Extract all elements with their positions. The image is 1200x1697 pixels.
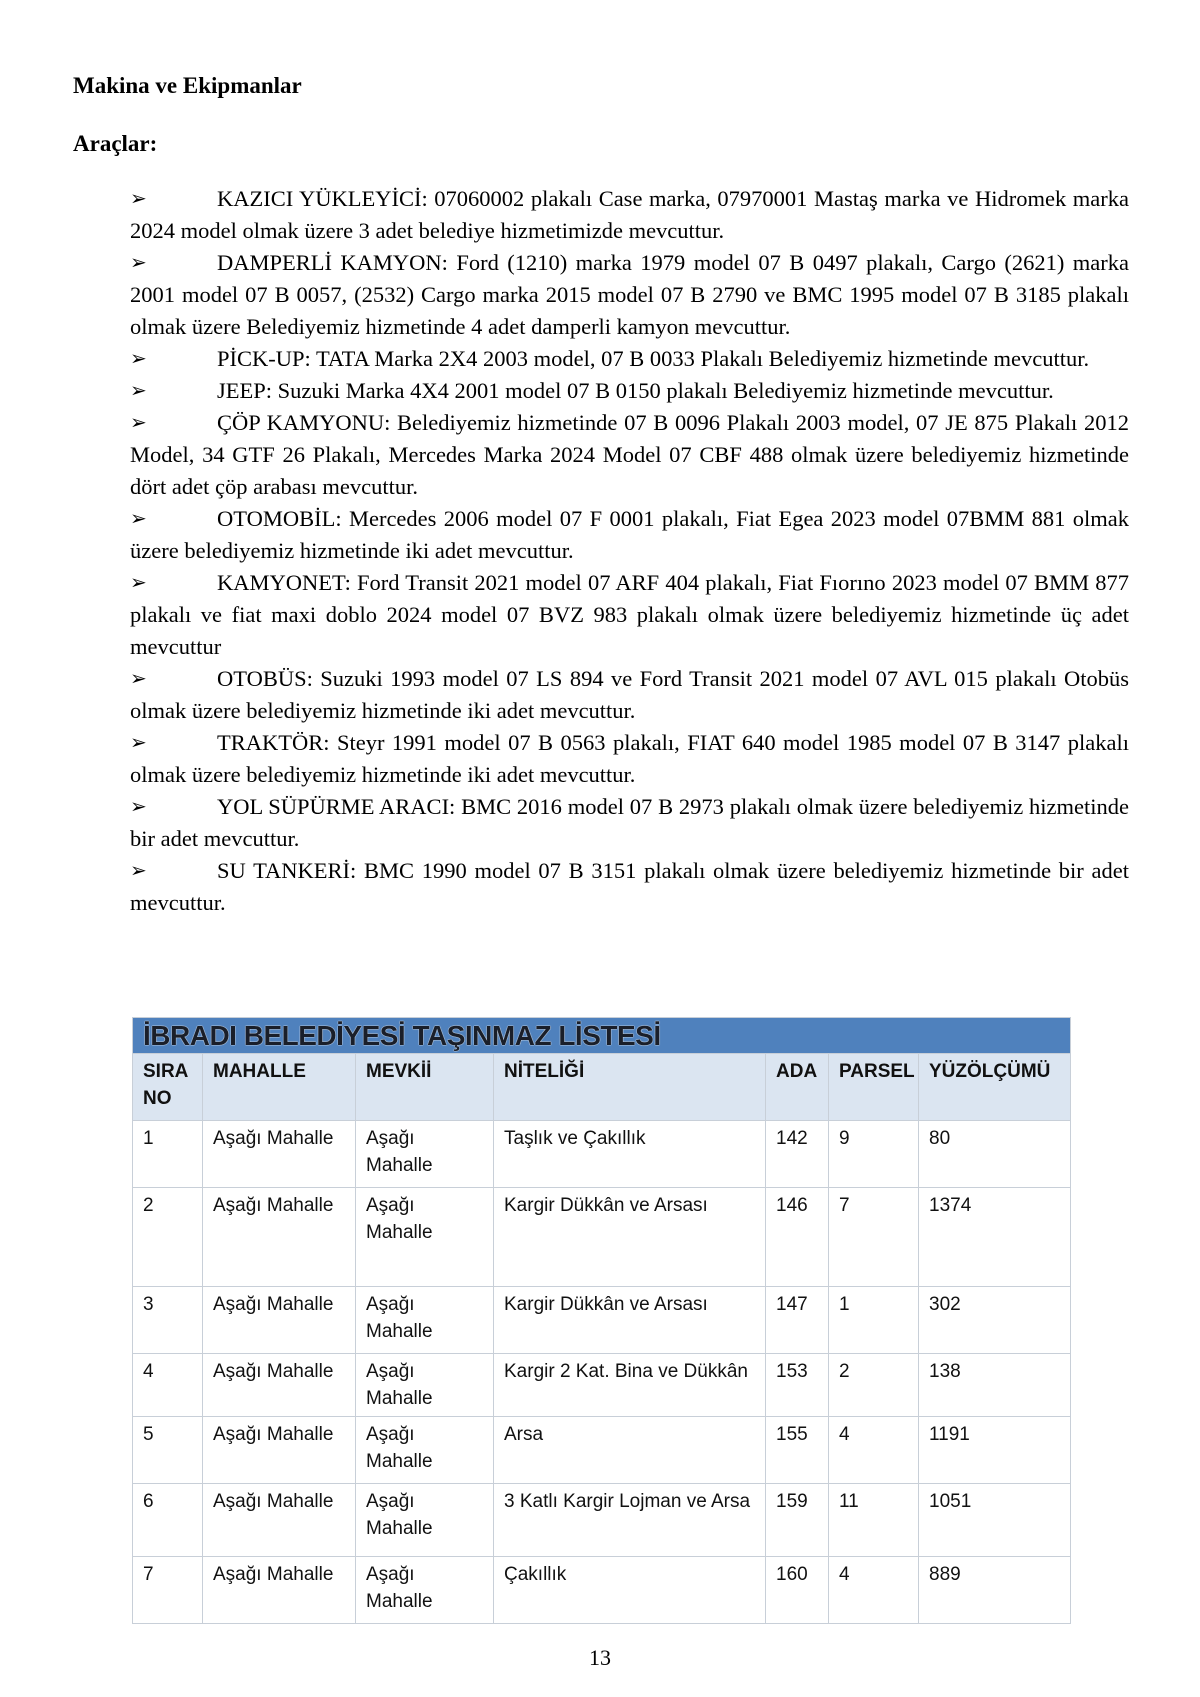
arrowhead-bullet-icon: ➢ bbox=[130, 380, 147, 402]
cell-parsel: 11 bbox=[829, 1484, 919, 1557]
cell-niteligi: Kargir Dükkân ve Arsası bbox=[494, 1287, 766, 1354]
column-header-niteligi: NİTELİĞİ bbox=[494, 1054, 766, 1121]
cell-mevkii: Aşağı Mahalle bbox=[356, 1557, 494, 1624]
cell-sira-no: 2 bbox=[133, 1188, 203, 1287]
cell-niteligi: Taşlık ve Çakıllık bbox=[494, 1121, 766, 1188]
cell-ada: 146 bbox=[766, 1188, 829, 1287]
cell-yuzolcumu: 302 bbox=[919, 1287, 1071, 1354]
table-row bbox=[133, 1484, 1071, 1557]
cell-mevkii: Aşağı Mahalle bbox=[356, 1484, 494, 1557]
cell-niteligi: Çakıllık bbox=[494, 1557, 766, 1624]
arrowhead-bullet-icon: ➢ bbox=[130, 572, 147, 594]
arrowhead-bullet-icon: ➢ bbox=[130, 188, 147, 210]
cell-niteligi: 3 Katlı Kargir Lojman ve Arsa bbox=[494, 1484, 766, 1557]
cell-niteligi: Kargir Dükkân ve Arsası bbox=[494, 1188, 766, 1287]
arrowhead-bullet-icon: ➢ bbox=[130, 860, 147, 882]
cell-mevkii: Aşağı Mahalle bbox=[356, 1188, 494, 1287]
vehicle-item-text: YOL SÜPÜRME ARACI: BMC 2016 model 07 B 2973 plakalı olmak üzere belediyemiz hizmetinde bir adet mevcuttur. bbox=[130, 794, 1129, 851]
cell-sira-no: 4 bbox=[133, 1354, 203, 1417]
cell-yuzolcumu: 1191 bbox=[919, 1417, 1071, 1484]
cell-yuzolcumu: 1374 bbox=[919, 1188, 1071, 1287]
vehicle-item-text: TRAKTÖR: Steyr 1991 model 07 B 0563 plakalı, FIAT 640 model 1985 model 07 B 3147 plakalı olmak üzere belediyemiz hizmetinde iki adet mevcuttur. bbox=[130, 730, 1129, 787]
vehicle-item-text: JEEP: Suzuki Marka 4X4 2001 model 07 B 0150 plakalı Belediyemiz hizmetinde mevcuttur. bbox=[217, 378, 1054, 403]
column-header-sira-no: SIRA NO bbox=[133, 1054, 203, 1121]
cell-parsel: 7 bbox=[829, 1188, 919, 1287]
vehicle-item bbox=[130, 503, 1129, 567]
column-header-parsel: PARSEL bbox=[829, 1054, 919, 1121]
arrowhead-bullet-icon: ➢ bbox=[130, 252, 147, 274]
table-row bbox=[133, 1354, 1071, 1417]
vehicle-item bbox=[130, 855, 1129, 919]
column-header-mevkii: MEVKİİ bbox=[356, 1054, 494, 1121]
cell-parsel: 2 bbox=[829, 1354, 919, 1417]
cell-ada: 153 bbox=[766, 1354, 829, 1417]
column-header-yuzolcumu: YÜZÖLÇÜMÜ bbox=[919, 1054, 1071, 1121]
vehicle-item bbox=[130, 407, 1129, 503]
table-title-row bbox=[133, 1018, 1071, 1054]
vehicle-item-text: ÇÖP KAMYONU: Belediyemiz hizmetinde 07 B 0096 Plakalı 2003 model, 07 JE 875 Plakalı 2012 Model, 34 GTF 26 Plakalı, Mercedes Marka 2024 Model 07 CBF 488 olmak üzere belediyemiz hizmetinde dört adet çöp arabası mevcuttur. bbox=[130, 410, 1129, 499]
table-row bbox=[133, 1287, 1071, 1354]
cell-ada: 160 bbox=[766, 1557, 829, 1624]
cell-mahalle: Aşağı Mahalle bbox=[203, 1484, 356, 1557]
column-header-mahalle: MAHALLE bbox=[203, 1054, 356, 1121]
vehicle-item-text: KAMYONET: Ford Transit 2021 model 07 ARF 404 plakalı, Fiat Fıorıno 2023 model 07 BMM 877 plakalı ve fiat maxi doblo 2024 model 07 BVZ 983 plakalı olmak üzere belediyemiz hizmetinde üç adet mevcuttur bbox=[130, 570, 1129, 659]
cell-mevkii: Aşağı Mahalle bbox=[356, 1354, 494, 1417]
vehicle-item bbox=[130, 247, 1129, 343]
cell-ada: 142 bbox=[766, 1121, 829, 1188]
vehicle-item-text: SU TANKERİ: BMC 1990 model 07 B 3151 plakalı olmak üzere belediyemiz hizmetinde bir adet mevcuttur. bbox=[130, 858, 1129, 915]
table-title: İBRADI BELEDİYESİ TAŞINMAZ LİSTESİ bbox=[133, 1018, 1071, 1054]
table-header-row bbox=[133, 1054, 1071, 1121]
cell-ada: 155 bbox=[766, 1417, 829, 1484]
page-number: 13 bbox=[589, 1645, 611, 1670]
cell-yuzolcumu: 80 bbox=[919, 1121, 1071, 1188]
vehicle-list bbox=[130, 183, 1129, 919]
table-row bbox=[133, 1557, 1071, 1624]
cell-yuzolcumu: 1051 bbox=[919, 1484, 1071, 1557]
cell-mahalle: Aşağı Mahalle bbox=[203, 1287, 356, 1354]
real-estate-table bbox=[132, 1017, 1071, 1624]
vehicle-item-text: DAMPERLİ KAMYON: Ford (1210) marka 1979 model 07 B 0497 plakalı, Cargo (2621) marka 2001 model 07 B 0057, (2532) Cargo marka 2015 model 07 B 2790 ve BMC 1995 model 07 B 3185 plakalı olmak üzere Belediyemiz hizmetinde 4 adet damperli kamyon mevcuttur. bbox=[130, 250, 1129, 339]
vehicle-item bbox=[130, 727, 1129, 791]
cell-mahalle: Aşağı Mahalle bbox=[203, 1354, 356, 1417]
arrowhead-bullet-icon: ➢ bbox=[130, 508, 147, 530]
real-estate-table-wrapper bbox=[132, 1017, 1070, 1624]
arrowhead-bullet-icon: ➢ bbox=[130, 732, 147, 754]
column-header-ada: ADA bbox=[766, 1054, 829, 1121]
cell-mahalle: Aşağı Mahalle bbox=[203, 1557, 356, 1624]
cell-mahalle: Aşağı Mahalle bbox=[203, 1121, 356, 1188]
vehicle-item bbox=[130, 375, 1129, 407]
cell-yuzolcumu: 138 bbox=[919, 1354, 1071, 1417]
cell-sira-no: 3 bbox=[133, 1287, 203, 1354]
cell-parsel: 9 bbox=[829, 1121, 919, 1188]
cell-niteligi: Kargir 2 Kat. Bina ve Dükkân bbox=[494, 1354, 766, 1417]
cell-sira-no: 6 bbox=[133, 1484, 203, 1557]
vehicle-item bbox=[130, 791, 1129, 855]
arrowhead-bullet-icon: ➢ bbox=[130, 668, 147, 690]
cell-sira-no: 7 bbox=[133, 1557, 203, 1624]
cell-parsel: 4 bbox=[829, 1557, 919, 1624]
cell-sira-no: 1 bbox=[133, 1121, 203, 1188]
subsection-heading: Araçlar: bbox=[73, 131, 158, 156]
arrowhead-bullet-icon: ➢ bbox=[130, 412, 147, 434]
cell-parsel: 1 bbox=[829, 1287, 919, 1354]
cell-mevkii: Aşağı Mahalle bbox=[356, 1417, 494, 1484]
table-row bbox=[133, 1417, 1071, 1484]
cell-ada: 147 bbox=[766, 1287, 829, 1354]
cell-ada: 159 bbox=[766, 1484, 829, 1557]
vehicle-item bbox=[130, 663, 1129, 727]
vehicle-item-text: PİCK-UP: TATA Marka 2X4 2003 model, 07 B 0033 Plakalı Belediyemiz hizmetinde mevcuttur. bbox=[217, 346, 1090, 371]
vehicle-item-text: OTOBÜS: Suzuki 1993 model 07 LS 894 ve Ford Transit 2021 model 07 AVL 015 plakalı Otobüs olmak üzere belediyemiz hizmetinde iki adet mevcuttur. bbox=[130, 666, 1129, 723]
vehicle-item-text: KAZICI YÜKLEYİCİ: 07060002 plakalı Case marka, 07970001 Mastaş marka ve Hidromek marka 2024 model olmak üzere 3 adet belediye hizmetimizde mevcuttur. bbox=[130, 186, 1129, 243]
cell-mevkii: Aşağı Mahalle bbox=[356, 1287, 494, 1354]
vehicle-item bbox=[130, 343, 1129, 375]
cell-mevkii: Aşağı Mahalle bbox=[356, 1121, 494, 1188]
cell-mahalle: Aşağı Mahalle bbox=[203, 1188, 356, 1287]
vehicle-item bbox=[130, 183, 1129, 247]
arrowhead-bullet-icon: ➢ bbox=[130, 796, 147, 818]
cell-niteligi: Arsa bbox=[494, 1417, 766, 1484]
cell-yuzolcumu: 889 bbox=[919, 1557, 1071, 1624]
vehicle-item-text: OTOMOBİL: Mercedes 2006 model 07 F 0001 plakalı, Fiat Egea 2023 model 07BMM 881 olmak üzere belediyemiz hizmetinde iki adet mevcuttur. bbox=[130, 506, 1129, 563]
arrowhead-bullet-icon: ➢ bbox=[130, 348, 147, 370]
cell-parsel: 4 bbox=[829, 1417, 919, 1484]
table-row bbox=[133, 1121, 1071, 1188]
cell-mahalle: Aşağı Mahalle bbox=[203, 1417, 356, 1484]
table-row bbox=[133, 1188, 1071, 1287]
vehicle-item bbox=[130, 567, 1129, 663]
section-heading: Makina ve Ekipmanlar bbox=[73, 73, 302, 98]
cell-sira-no: 5 bbox=[133, 1417, 203, 1484]
